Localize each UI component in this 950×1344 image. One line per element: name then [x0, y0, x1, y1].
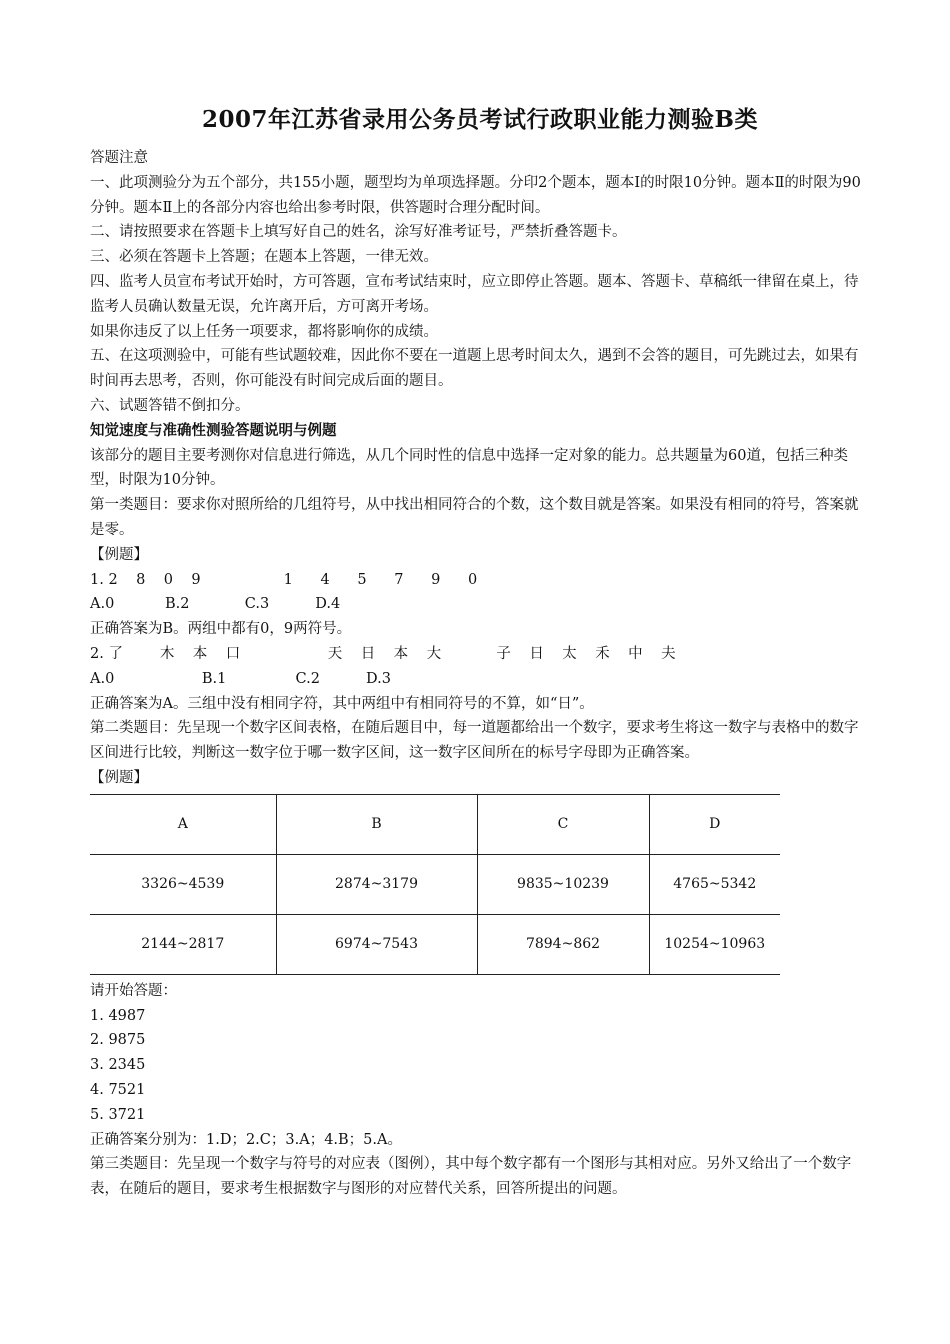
type2-description: 第二类题目：先呈现一个数字区间表格，在随后题目中，每一道题都给出一个数字，要求考生将这一数字与表格中的数字区间进行比较，判断这一数字位于哪一数字区间，这一数字区间所在的标号字母即为正确答案。 [90, 720, 859, 762]
start-label: 请开始答题： [90, 982, 177, 999]
type1-description: 第一类题目：要求你对照所给的几组符号，从中找出相同符合的个数，这个数目就是答案。如果没有相同的符号，答案就是零。 [90, 497, 859, 538]
range-header-b: B [276, 794, 477, 854]
notice-item-3: 三、必须在答题卡上答题；在题本上答题，一律无效。 [90, 249, 438, 266]
range-header-c: C [477, 794, 649, 854]
range-table-row [90, 854, 780, 914]
range-table [90, 794, 780, 975]
range-header-d: D [649, 794, 780, 854]
range-cell: 6974~7543 [276, 914, 477, 974]
notice-item-warning: 如果你违反了以上任务一项要求，都将影响你的成绩。 [90, 323, 438, 340]
range-header-a: A [90, 794, 276, 854]
notice-item-5: 五、在这项测验中，可能有些试题较难，因此你不要在一道题上思考时间太久，遇到不会答的题目，可先跳过去，如果有时间再去思考，否则，你可能没有时间完成后面的题目。 [90, 348, 859, 390]
range-table-header-row [90, 794, 780, 854]
notice-item-4: 四、监考人员宣布考试开始时，方可答题，宣布考试结束时，应立即停止答题。题本、答题卡、草稿纸一律留在桌上，待监考人员确认数量无误，允许离开后，方可离开考场。 [90, 273, 859, 315]
range-cell: 4765~5342 [649, 854, 780, 914]
range-cell: 2144~2817 [90, 914, 276, 974]
range-cell: 10254~10963 [649, 914, 780, 974]
range-cell: 3326~4539 [90, 854, 276, 914]
question-item: 3. 2345 [90, 1057, 146, 1074]
range-cell: 9835~10239 [477, 854, 649, 914]
range-table-row [90, 914, 780, 974]
question-item: 1. 4987 [90, 1007, 146, 1024]
example2-options: A.0 B.1 C.2 D.3 [90, 670, 391, 687]
example1-answer: 正确答案为B。两组中都有0，9两符号。 [90, 621, 352, 638]
example1-question: 1. 2 8 0 9 1 4 5 7 9 0 [90, 571, 478, 588]
example-label-2: 【例题】 [90, 769, 148, 786]
document-page [90, 98, 870, 1202]
question-item: 4. 7521 [90, 1081, 146, 1098]
question-item: 2. 9875 [90, 1032, 146, 1049]
question-item: 5. 3721 [90, 1106, 146, 1123]
example2-answer: 正确答案为A。三组中没有相同字符，其中两组中有相同符号的不算，如“日”。 [90, 695, 594, 712]
section-heading: 知觉速度与准确性测验答题说明与例题 [90, 421, 337, 439]
answers-summary: 正确答案分别为：1.D；2.C；3.A；4.B；5.A。 [90, 1131, 402, 1148]
example1-options: A.0 B.2 C.3 D.4 [90, 596, 341, 613]
example-label-1: 【例题】 [90, 546, 148, 563]
type3-description: 第三类题目：先呈现一个数字与符号的对应表（图例），其中每个数字都有一个图形与其相对应。另外又给出了一个数字表，在随后的题目，要求考生根据数字与图形的对应替代关系，回答所提出的问题。 [90, 1156, 852, 1198]
notice-item-1: 一、此项测验分为五个部分，共155小题，题型均为单项选择题。分印2个题本，题本Ⅰ的时限10分钟。题本Ⅱ的时限为90分钟。题本Ⅱ上的各部分内容也给出参考时限，供答题时合理分配时间。 [90, 174, 861, 216]
example2-question: 2. 了 木 本 口 天 日 本 大 子 日 太 禾 中 夫 [90, 645, 676, 662]
notice-item-2: 二、请按照要求在答题卡上填写好自己的姓名，涂写好准考证号，严禁折叠答题卡。 [90, 224, 627, 241]
section-intro: 该部分的题目主要考测你对信息进行筛选，从几个同时性的信息中选择一定对象的能力。总共题量为60道，包括三种类型，时限为10分钟。 [90, 447, 848, 489]
document-title: 2007年江苏省录用公务员考试行政职业能力测验B类 [202, 106, 758, 133]
notice-item-6: 六、试题答错不倒扣分。 [90, 397, 250, 414]
notice-heading: 答题注意 [90, 150, 148, 166]
range-cell: 2874~3179 [276, 854, 477, 914]
range-cell: 7894~862 [477, 914, 649, 974]
